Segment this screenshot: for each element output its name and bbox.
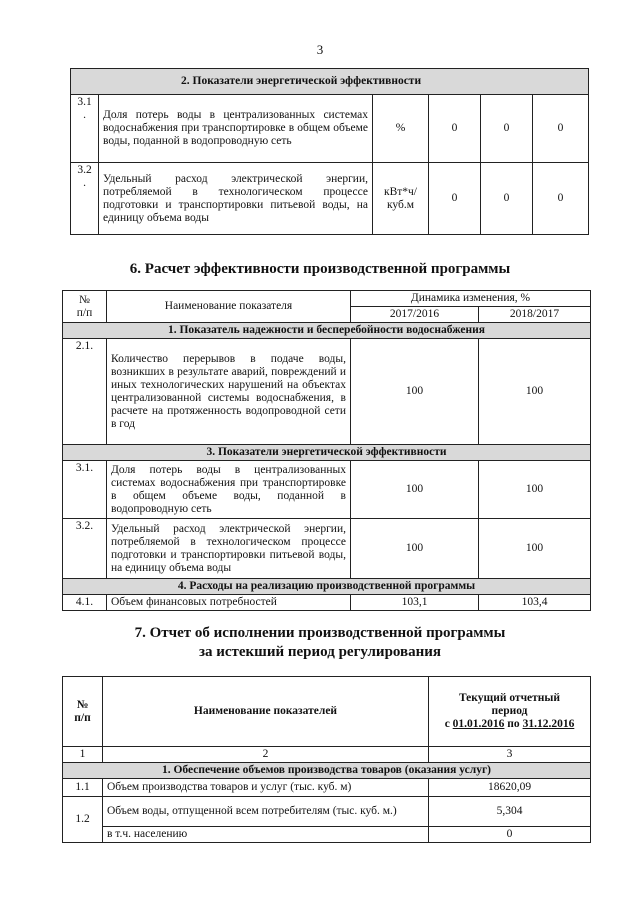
column-number: 1 xyxy=(63,747,103,763)
indicator-name: в т.ч. населению xyxy=(103,827,429,843)
efficiency-calculation-table xyxy=(62,290,591,611)
section6-title: 6. Расчет эффективности производственной программы xyxy=(129,261,511,277)
unit: % xyxy=(373,95,429,163)
value-cell: 0 xyxy=(429,827,591,843)
header-dynamics: Динамика изменения, % xyxy=(351,291,591,307)
group-title: 1. Обеспечение объемов производства товаров (оказания услуг) xyxy=(63,763,591,779)
value-cell: 100 xyxy=(479,339,591,445)
row-number: 1.1 xyxy=(63,779,103,797)
page-number: 3 xyxy=(316,42,324,57)
header-year-2: 2018/2017 xyxy=(479,307,591,323)
group-title: 3. Показатели энергетической эффективности xyxy=(63,445,591,461)
row-number: 3.1 . xyxy=(71,95,99,163)
header-num: № п/п xyxy=(63,291,107,323)
section-header: 2. Показатели энергетической эффективности xyxy=(71,69,589,95)
row-number: 3.2. xyxy=(63,519,107,579)
row-number: 1.2 xyxy=(63,797,103,843)
value-cell: 0 xyxy=(481,95,533,163)
value-cell: 100 xyxy=(351,339,479,445)
value-cell: 0 xyxy=(429,95,481,163)
value-cell: 103,1 xyxy=(351,595,479,611)
value-cell: 0 xyxy=(533,95,589,163)
indicator-name: Объем воды, отпущенной всем потребителям (тыс. куб. м.) xyxy=(103,797,429,827)
group-title: 1. Показатель надежности и бесперебойности водоснабжения xyxy=(63,323,591,339)
unit: кВт*ч/ куб.м xyxy=(373,163,429,235)
indicator-name: Доля потерь воды в централизованных системах водоснабжения при транспортировке в общем объеме воды, поданной в водопроводную сеть xyxy=(107,461,351,519)
value-cell: 100 xyxy=(479,519,591,579)
header-name: Наименование показателей xyxy=(103,677,429,747)
indicator-name: Объем производства товаров и услуг (тыс. куб. м) xyxy=(103,779,429,797)
section7-title-line2: за истекший период регулирования xyxy=(198,644,442,660)
header-num: № п/п xyxy=(63,677,103,747)
group-title: 4. Расходы на реализацию производственной программы xyxy=(63,579,591,595)
value-cell: 103,4 xyxy=(479,595,591,611)
value-cell: 100 xyxy=(351,519,479,579)
value-cell: 0 xyxy=(429,163,481,235)
value-cell: 18620,09 xyxy=(429,779,591,797)
header-period: Текущий отчетный период с 01.01.2016 по 31.12.2016 xyxy=(429,677,591,747)
column-number: 2 xyxy=(103,747,429,763)
value-cell: 0 xyxy=(481,163,533,235)
indicator-name: Удельный расход электрической энергии, потребляемой в технологическом процессе подготовки и транспортировки питьевой воды, на единицу объема воды xyxy=(99,163,373,235)
value-cell: 100 xyxy=(351,461,479,519)
indicator-name: Количество перерывов в подаче воды, возникших в результате аварий, повреждений и иных технологических нарушений на объектах централизованной системы водоснабжения, в расчете на протяженность водопроводной сети в год xyxy=(107,339,351,445)
indicator-name: Доля потерь воды в централизованных системах водоснабжения при транспортировке в общем объеме воды, поданной в водопроводную сеть xyxy=(99,95,373,163)
column-number: 3 xyxy=(429,747,591,763)
row-number: 4.1. xyxy=(63,595,107,611)
energy-efficiency-table xyxy=(70,68,589,235)
header-name: Наименование показателя xyxy=(107,291,351,323)
value-cell: 100 xyxy=(479,461,591,519)
section7-title-line1: 7. Отчет об исполнении производственной программы xyxy=(134,625,506,641)
value-cell: 0 xyxy=(533,163,589,235)
row-number: 3.2 . xyxy=(71,163,99,235)
value-cell: 5,304 xyxy=(429,797,591,827)
row-number: 2.1. xyxy=(63,339,107,445)
indicator-name: Удельный расход электрической энергии, потребляемой в технологическом процессе подготовки и транспортировки питьевой воды, на единицу объема воды xyxy=(107,519,351,579)
program-report-table xyxy=(62,676,591,843)
indicator-name: Объем финансовых потребностей xyxy=(107,595,351,611)
header-year-1: 2017/2016 xyxy=(351,307,479,323)
row-number: 3.1. xyxy=(63,461,107,519)
